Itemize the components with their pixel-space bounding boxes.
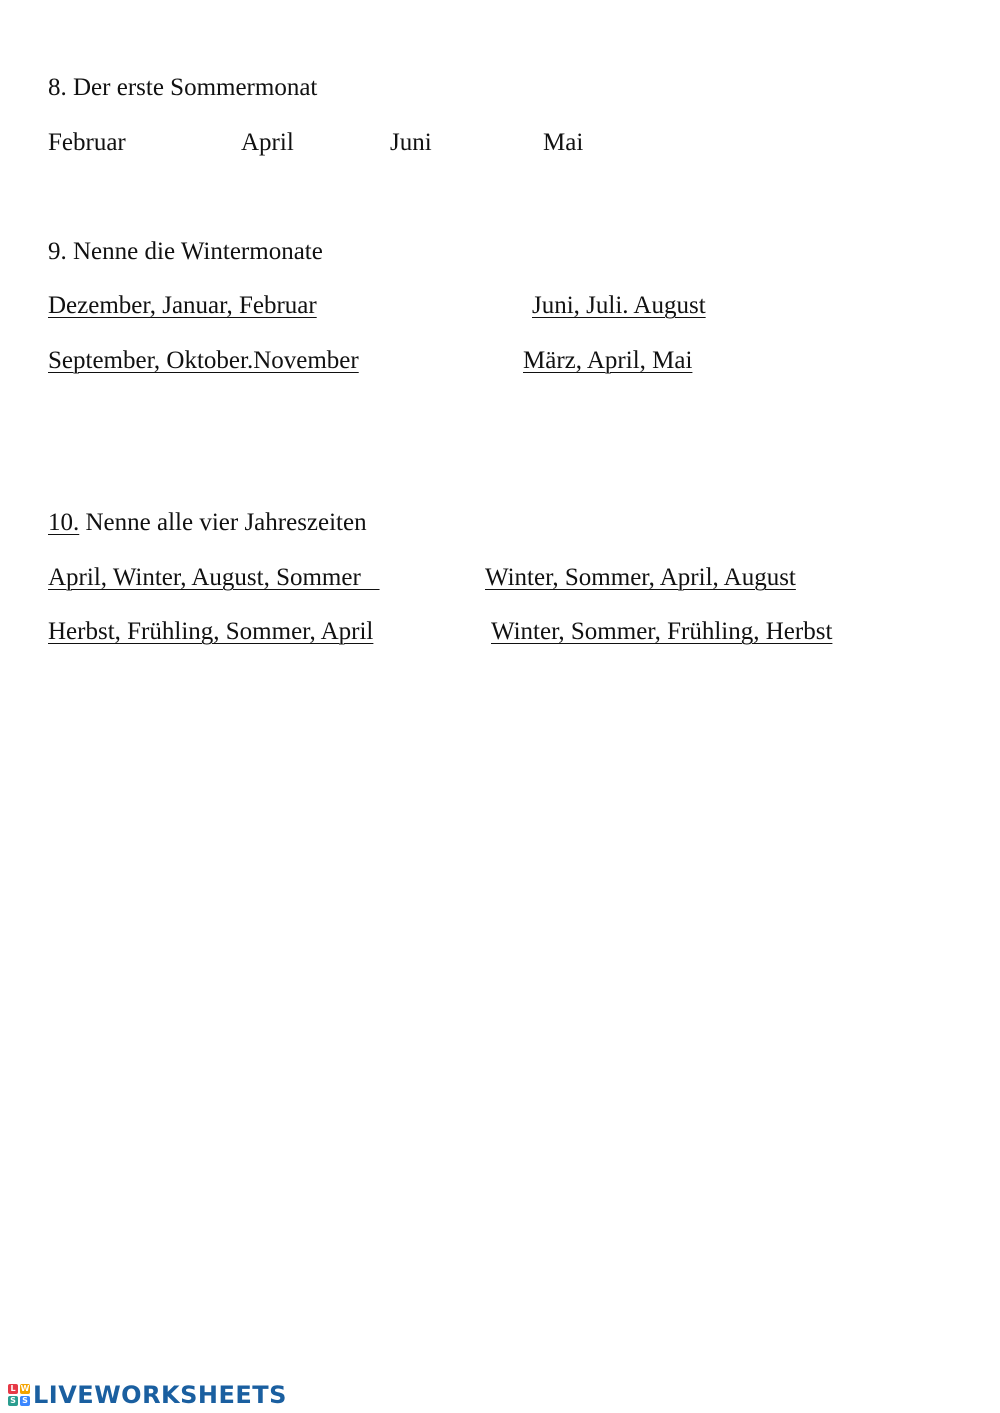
q8-option-juni[interactable]: Juni <box>390 129 432 156</box>
q8-option-mai[interactable]: Mai <box>543 129 584 156</box>
q8-option-februar[interactable]: Februar <box>48 129 126 156</box>
logo-tile: L <box>8 1384 18 1394</box>
liveworksheets-logo <box>8 1381 287 1409</box>
q9-option-4[interactable]: März, April, Mai <box>523 347 693 374</box>
logo-mark-icon <box>8 1384 30 1406</box>
question-10-number: 10. <box>48 509 80 536</box>
question-10-title <box>48 508 367 538</box>
question-8-title: 8. Der erste Sommermonat <box>48 74 318 101</box>
q10-option-4[interactable]: Winter, Sommer, Frühling, Herbst <box>491 618 833 645</box>
question-9-title: 9. Nenne die Wintermonate <box>48 238 323 265</box>
brand-name: LIVEWORKSHEETS <box>33 1381 287 1409</box>
q9-option-2[interactable]: Juni, Juli. August <box>532 292 706 319</box>
logo-tile: S <box>8 1396 18 1406</box>
q9-option-3[interactable]: September, Oktober.November <box>48 347 359 374</box>
logo-tile: W <box>20 1384 30 1393</box>
q10-option-1[interactable]: April, Winter, August, Sommer <box>48 564 380 591</box>
logo-tile: S <box>20 1396 30 1406</box>
q10-option-3[interactable]: Herbst, Frühling, Sommer, April <box>48 618 374 645</box>
q9-option-1[interactable]: Dezember, Januar, Februar <box>48 292 317 319</box>
q10-option-2[interactable]: Winter, Sommer, April, August <box>485 564 796 591</box>
q8-option-april[interactable]: April <box>241 129 294 156</box>
question-10-text: Nenne alle vier Jahreszeiten <box>79 509 367 536</box>
